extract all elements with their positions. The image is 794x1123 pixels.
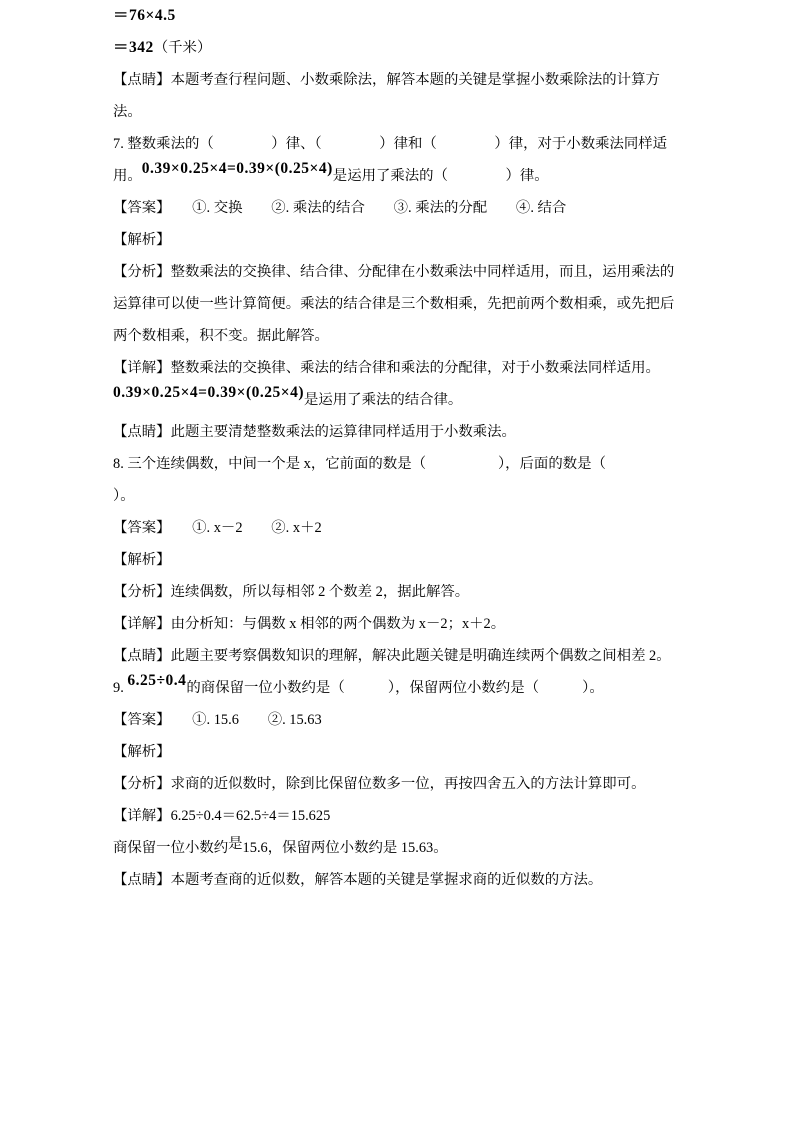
question-9-stem (113, 672, 685, 704)
question-8-xiangjie (113, 608, 685, 640)
q7-conclusion-formula: 0.39×0.25×4=0.39×(0.25×4) (113, 384, 304, 401)
q7-stem-line1: 7. 整数乘法的（ ）律、（ ）律和（ ）律，对于小数乘法同样适 (113, 136, 668, 152)
q8-jiexi-text: 【解析】 (113, 552, 171, 568)
question-7-answer (113, 192, 685, 224)
question-7-xiangjie (113, 352, 685, 384)
q9-dianjing-text: 【点睛】本题考查商的近似数，解答本题的关键是掌握求商的近似数的方法。 (113, 872, 603, 888)
question-9-dianjing (113, 864, 685, 896)
q9-inline-formula: 6.25÷0.4 (127, 672, 187, 689)
question-7-fenxi (113, 256, 685, 352)
q9-jiexi-text: 【解析】 (113, 744, 171, 760)
q7-dianjing-text: 【点睛】此题主要清楚整数乘法的运算律同样适用于小数乘法。 (113, 424, 516, 440)
result-unit: （千米） (153, 40, 212, 56)
question-7-conclusion (113, 384, 685, 416)
question-9-xiangjie (113, 800, 685, 832)
question-8-dianjing (113, 640, 685, 672)
equation-step: ＝76×4.5 (113, 7, 176, 24)
q7-fenxi-line2: 运算律可以使一些计算简便。乘法的结合律是三个数相乘，先把前两个数相乘，或先把后 (113, 296, 675, 312)
q9-xiangjie-text: 【详解】6.25÷0.4＝62.5÷4＝15.625 (113, 808, 331, 824)
question-7-dianjing (113, 416, 685, 448)
q8-fenxi-text: 【分析】连续偶数，所以每相邻 2 个数差 2，据此解答。 (113, 584, 470, 600)
q9-summary-raised-char: 是 (228, 836, 243, 852)
q9-summary-part2: 15.6，保留两位小数约是 15.63。 (242, 840, 448, 856)
question-8-stem (113, 448, 685, 512)
q7-inline-formula: 0.39×0.25×4=0.39×(0.25×4) (141, 160, 333, 177)
question-7-jiexi (113, 224, 685, 256)
question-8-jiexi (113, 544, 685, 576)
q9-stem-prefix: 9. (113, 680, 128, 696)
question-8-answer (113, 512, 685, 544)
q8-stem-text: 8. 三个连续偶数，中间一个是 x，它前面的数是（ ），后面的数是（ ）。 (113, 456, 678, 504)
q9-summary-part1: 商保留一位小数约 (113, 840, 229, 856)
question-9-summary (113, 832, 685, 864)
q7-answer-text: 【答案】 ①. 交换 ②. 乘法的结合 ③. 乘法的分配 ④. 结合 (113, 200, 567, 216)
question-9-jiexi (113, 736, 685, 768)
question-9-answer (113, 704, 685, 736)
question-8-fenxi (113, 576, 685, 608)
q8-xiangjie-text: 【详解】由分析知：与偶数 x 相邻的两个偶数为 x－2；x＋2。 (113, 616, 506, 632)
q7-stem-line2-rest: 是运用了乘法的（ ）律。 (332, 168, 549, 184)
dianjing-note (113, 64, 685, 128)
question-7-stem (113, 128, 685, 192)
document-body (113, 0, 685, 896)
question-9-fenxi (113, 768, 685, 800)
dianjing-text: 【点睛】本题考查行程问题、小数乘除法，解答本题的关键是掌握小数乘除法的计算方法。 (113, 72, 660, 120)
q7-fenxi-line3: 两个数相乘，积不变。据此解答。 (113, 328, 329, 344)
calc-step-line (113, 0, 685, 32)
equation-result: ＝342 (113, 39, 154, 56)
q7-stem-line2-prefix: 用。 (113, 168, 142, 184)
q9-answer-text: 【答案】 ①. 15.6 ②. 15.63 (113, 712, 322, 728)
q9-stem-rest: 的商保留一位小数约是（ ），保留两位小数约是（ ）。 (186, 680, 604, 696)
q8-dianjing-text: 【点睛】此题主要考察偶数知识的理解，解决此题关键是明确连续两个偶数之间相差 2。 (113, 648, 671, 664)
q7-fenxi-line1: 【分析】整数乘法的交换律、结合律、分配律在小数乘法中同样适用，而且，运用乘法的 (113, 264, 675, 280)
q7-xiangjie-text: 【详解】整数乘法的交换律、乘法的结合律和乘法的分配律，对于小数乘法同样适用。 (113, 360, 660, 376)
q8-answer-text: 【答案】 ①. x－2 ②. x＋2 (113, 520, 322, 536)
q9-fenxi-text: 【分析】求商的近似数时，除到比保留位数多一位，再按四舍五入的方法计算即可。 (113, 776, 646, 792)
q7-conclusion-rest: 是运用了乘法的结合律。 (304, 392, 463, 408)
q7-jiexi-text: 【解析】 (113, 232, 171, 248)
calc-result-line (113, 32, 685, 64)
